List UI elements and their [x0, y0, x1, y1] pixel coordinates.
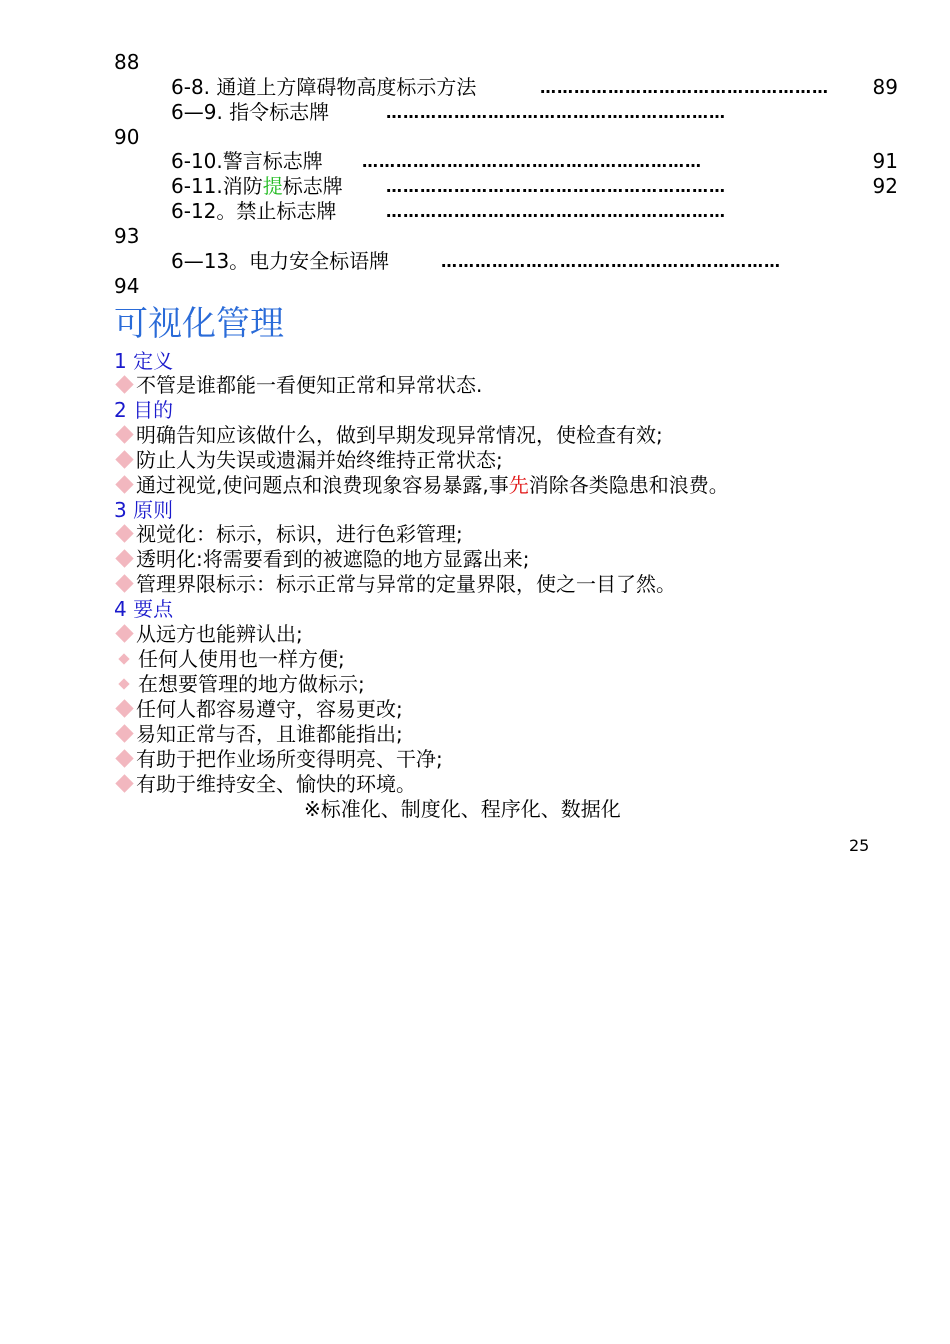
toc-leader-6-9: …………………………………………………… — [386, 103, 726, 122]
toc-page-92: 92 — [872, 174, 898, 198]
toc-item-6-11-part-c: 标志牌 — [282, 174, 343, 198]
toc-leader-6-8: …………………………………………… — [540, 78, 829, 97]
toc-item-6-12: 6-12。禁止标志牌 — [171, 199, 337, 223]
list-item-text: 有助于把作业场所变得明亮、干净; — [136, 747, 443, 771]
toc-page-91: 91 — [872, 149, 898, 173]
list-item — [114, 522, 463, 547]
toc-leader-6-13: …………………………………………………… — [441, 252, 781, 271]
page-title: 可视化管理 — [114, 304, 284, 344]
footer-note: ※标准化、制度化、程序化、数据化 — [304, 797, 621, 821]
list-item — [114, 423, 663, 448]
list-item-text: 有助于维持安全、愉快的环境。 — [136, 772, 416, 796]
diamond-bullet-icon — [115, 574, 133, 592]
section-3-title: 3 原则 — [114, 498, 174, 522]
diamond-bullet-icon — [115, 475, 133, 493]
list-item — [114, 373, 482, 398]
list-item-text: 管理界限标示：标示正常与异常的定量界限，使之一目了然。 — [136, 572, 676, 596]
toc-item-6-13: 6—13。电力安全标语牌 — [171, 249, 390, 273]
list-item — [114, 448, 503, 473]
diamond-bullet-icon — [115, 624, 133, 642]
list-item-text: 防止人为失误或遗漏并始终维持正常状态; — [136, 448, 503, 472]
page-number: 25 — [849, 836, 870, 855]
list-item — [114, 572, 676, 597]
list-item — [114, 547, 529, 572]
list-item — [114, 647, 345, 672]
list-item-text: 在想要管理的地方做标示; — [138, 672, 365, 696]
toc-item-6-11 — [171, 174, 343, 199]
list-item — [114, 672, 365, 697]
diamond-bullet-icon — [115, 699, 133, 717]
diamond-bullet-icon — [115, 774, 133, 792]
toc-item-6-11-highlight: 提 — [262, 174, 283, 198]
toc-page-90: 90 — [114, 125, 140, 149]
toc-item-6-9: 6—9. 指令标志牌 — [171, 100, 330, 124]
toc-leader-6-12: …………………………………………………… — [386, 202, 726, 221]
diamond-bullet-icon — [115, 425, 133, 443]
diamond-bullet-icon — [115, 375, 133, 393]
small-diamond-bullet-icon — [118, 653, 129, 664]
list-item-text: 视觉化：标示，标识，进行色彩管理; — [136, 522, 463, 546]
list-item-text: 易知正常与否，且谁都能指出; — [136, 722, 403, 746]
list-item — [114, 772, 416, 797]
toc-leader-6-10: …………………………………………………… — [362, 152, 702, 171]
list-item-text: 明确告知应该做什么，做到早期发现异常情况，使检查有效; — [136, 423, 663, 447]
list-item-text: 从远方也能辨认出; — [136, 622, 303, 646]
list-item — [114, 722, 403, 747]
toc-page-88: 88 — [114, 50, 140, 74]
toc-page-89: 89 — [872, 75, 898, 99]
small-diamond-bullet-icon — [118, 678, 129, 689]
diamond-bullet-icon — [115, 549, 133, 567]
section-2-title: 2 目的 — [114, 398, 174, 422]
toc-page-94: 94 — [114, 274, 140, 298]
toc-item-6-10: 6-10.警言标志牌 — [171, 149, 323, 173]
section-4-title: 4 要点 — [114, 597, 174, 621]
toc-leader-6-11: …………………………………………………… — [386, 177, 726, 196]
diamond-bullet-icon — [115, 524, 133, 542]
toc-item-6-8: 6-8. 通道上方障碍物高度标示方法 — [171, 75, 477, 99]
toc-page-93: 93 — [114, 224, 140, 248]
list-item — [114, 697, 403, 722]
list-item — [114, 747, 443, 772]
section-1-title: 1 定义 — [114, 349, 174, 373]
diamond-bullet-icon — [115, 749, 133, 767]
list-item-text: 透明化:将需要看到的被遮隐的地方显露出来; — [136, 547, 530, 571]
list-item-text: 不管是谁都能一看便知正常和异常状态. — [136, 373, 483, 397]
list-item-highlight: 先 — [508, 473, 529, 497]
list-item — [114, 622, 303, 647]
list-item-text-part-a: 通过视觉,使问题点和浪费现象容易暴露,事 — [136, 473, 509, 497]
toc-item-6-11-part-a: 6-11.消防 — [171, 174, 263, 198]
diamond-bullet-icon — [115, 450, 133, 468]
list-item-text: 任何人使用也一样方便; — [138, 647, 345, 671]
list-item-text-part-c: 消除各类隐患和浪费。 — [528, 473, 729, 497]
diamond-bullet-icon — [115, 724, 133, 742]
list-item — [114, 473, 729, 498]
list-item-text: 任何人都容易遵守，容易更改; — [136, 697, 403, 721]
